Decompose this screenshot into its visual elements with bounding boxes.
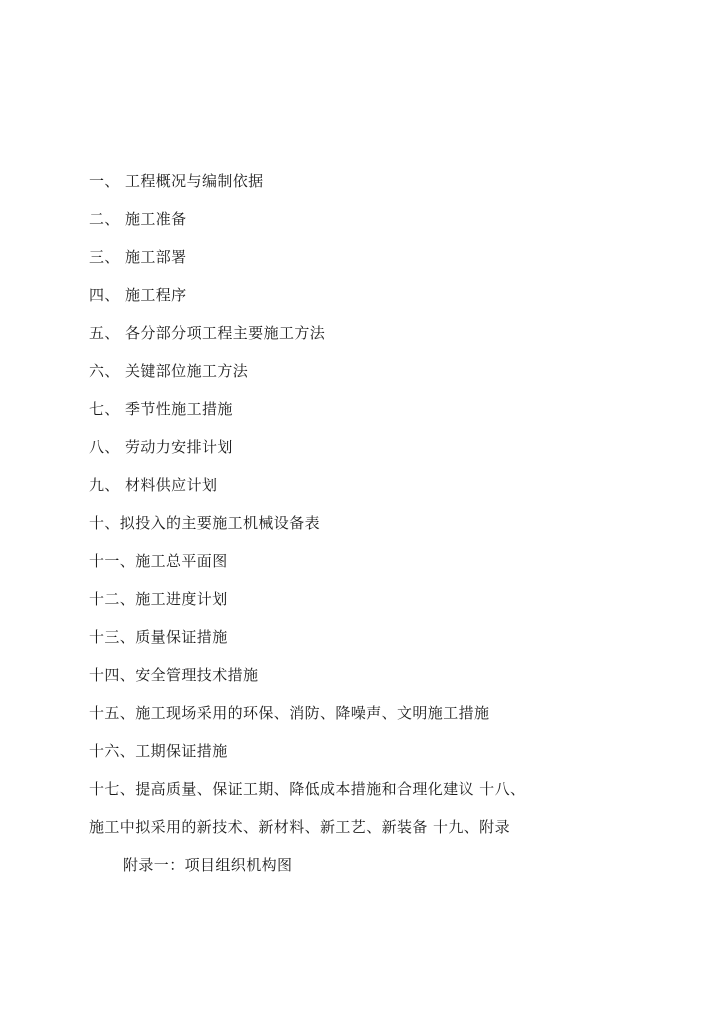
table-of-contents (89, 170, 699, 892)
toc-line: 四、 施工程序 (89, 286, 187, 304)
toc-line: 一、 工程概况与编制依据 (89, 172, 264, 190)
toc-line: 十六、工期保证措施 (89, 742, 228, 760)
toc-line: 十三、质量保证措施 (89, 628, 228, 646)
toc-line: 九、 材料供应计划 (89, 476, 218, 494)
toc-appendix-line: 附录一：项目组织机构图 (123, 856, 293, 874)
toc-line: 十四、安全管理技术措施 (89, 666, 259, 684)
toc-line: 五、 各分部分项工程主要施工方法 (89, 324, 326, 342)
toc-line: 十七、提高质量、保证工期、降低成本措施和合理化建议 十八、 (89, 780, 526, 798)
toc-line: 十二、施工进度计划 (89, 590, 228, 608)
toc-line: 三、 施工部署 (89, 248, 187, 266)
toc-line: 七、 季节性施工措施 (89, 400, 233, 418)
toc-line: 十、拟投入的主要施工机械设备表 (89, 514, 321, 532)
toc-line: 八、 劳动力安排计划 (89, 438, 233, 456)
toc-line: 二、 施工准备 (89, 210, 187, 228)
toc-line: 施工中拟采用的新技术、新材料、新工艺、新装备 十九、附录 (89, 818, 510, 836)
toc-line: 十五、施工现场采用的环保、消防、降噪声、文明施工措施 (89, 704, 490, 722)
toc-line: 十一、施工总平面图 (89, 552, 228, 570)
toc-line: 六、 关键部位施工方法 (89, 362, 249, 380)
